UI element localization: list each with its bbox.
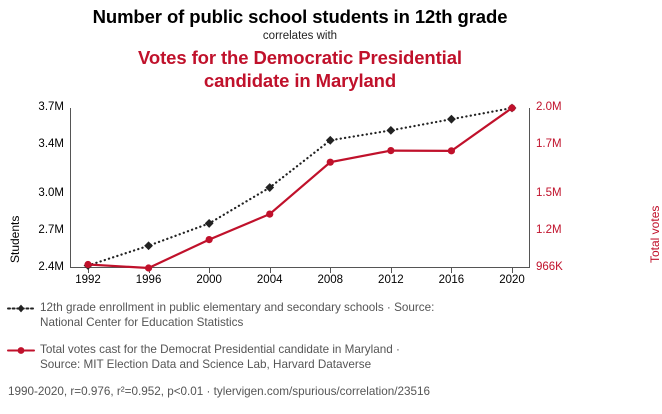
series-line (88, 108, 512, 268)
x-tick (270, 268, 271, 273)
left-tick-label: 2.4M (38, 261, 64, 273)
right-tick-label: 966K (536, 261, 563, 273)
footer-stats: 1990-2020, r=0.976, r²=0.952, p<0.01 · tylervigen.com/spurious/correlation/23516 (8, 385, 430, 398)
right-axis-title: Total votes (648, 205, 662, 263)
right-tick-label: 1.5M (536, 186, 562, 199)
data-point-circle (206, 236, 213, 243)
legend-students-line1: 12th grade enrollment in public elementary and secondary schools · Source: (40, 301, 435, 314)
legend-votes-line1: Total votes cast for the Democrat Presidential candidate in Maryland · (40, 343, 400, 356)
x-tick (451, 268, 452, 273)
left-axis-title: Students (8, 215, 22, 263)
plot-area (8, 101, 662, 286)
x-tick (391, 268, 392, 273)
correlates-with-label: correlates with (262, 30, 338, 42)
x-tick-label: 2020 (499, 274, 525, 286)
x-tick (209, 268, 210, 273)
data-point-circle (145, 264, 152, 271)
data-point-circle (387, 147, 394, 154)
legend-students-line2: National Center for Education Statistics (40, 316, 244, 329)
data-point-diamond (386, 126, 395, 135)
legend-item-votes (8, 342, 592, 372)
x-tick (512, 268, 513, 273)
data-point-circle (327, 159, 334, 166)
left-tick-label: 3.7M (38, 101, 64, 113)
x-tick-label: 2008 (317, 274, 344, 286)
right-tick-label: 1.2M (536, 223, 562, 236)
page-subtitle-line2: candidate in Maryland (203, 70, 397, 91)
page-title: Number of public school students in 12th grade (92, 6, 508, 27)
data-point-diamond (205, 219, 214, 228)
legend-votes-line2: Source: MIT Election Data and Science Lab, Harvard Dataverse (40, 358, 372, 371)
data-point-diamond (326, 136, 335, 145)
page-subtitle-line1: Votes for the Democratic Presidential (138, 47, 462, 68)
x-tick-label: 1996 (135, 274, 162, 286)
x-tick-label: 2004 (256, 274, 283, 286)
left-tick-label: 3.0M (38, 186, 64, 199)
solid-line-marker-icon (8, 346, 34, 355)
page-subtitle (0, 46, 600, 92)
data-point-circle (266, 211, 273, 218)
x-tick-label: 2000 (196, 274, 222, 286)
left-tick-label: 2.7M (38, 223, 64, 236)
left-tick-label: 3.4M (38, 138, 64, 151)
x-tick-label: 1992 (75, 274, 101, 286)
dotted-line-marker-icon (8, 304, 34, 313)
series-plot (70, 108, 530, 268)
right-tick-label: 2.0M (536, 101, 562, 113)
x-tick (330, 268, 331, 273)
x-tick-label: 2016 (438, 274, 465, 286)
legend (8, 300, 592, 372)
right-tick-label: 1.7M (536, 138, 562, 151)
x-tick-label: 2012 (378, 274, 404, 286)
data-point-circle (448, 147, 455, 154)
data-point-circle (508, 104, 515, 111)
data-point-diamond (144, 241, 153, 250)
data-point-circle (84, 261, 91, 268)
legend-item-students (8, 300, 592, 330)
data-point-diamond (447, 115, 456, 124)
